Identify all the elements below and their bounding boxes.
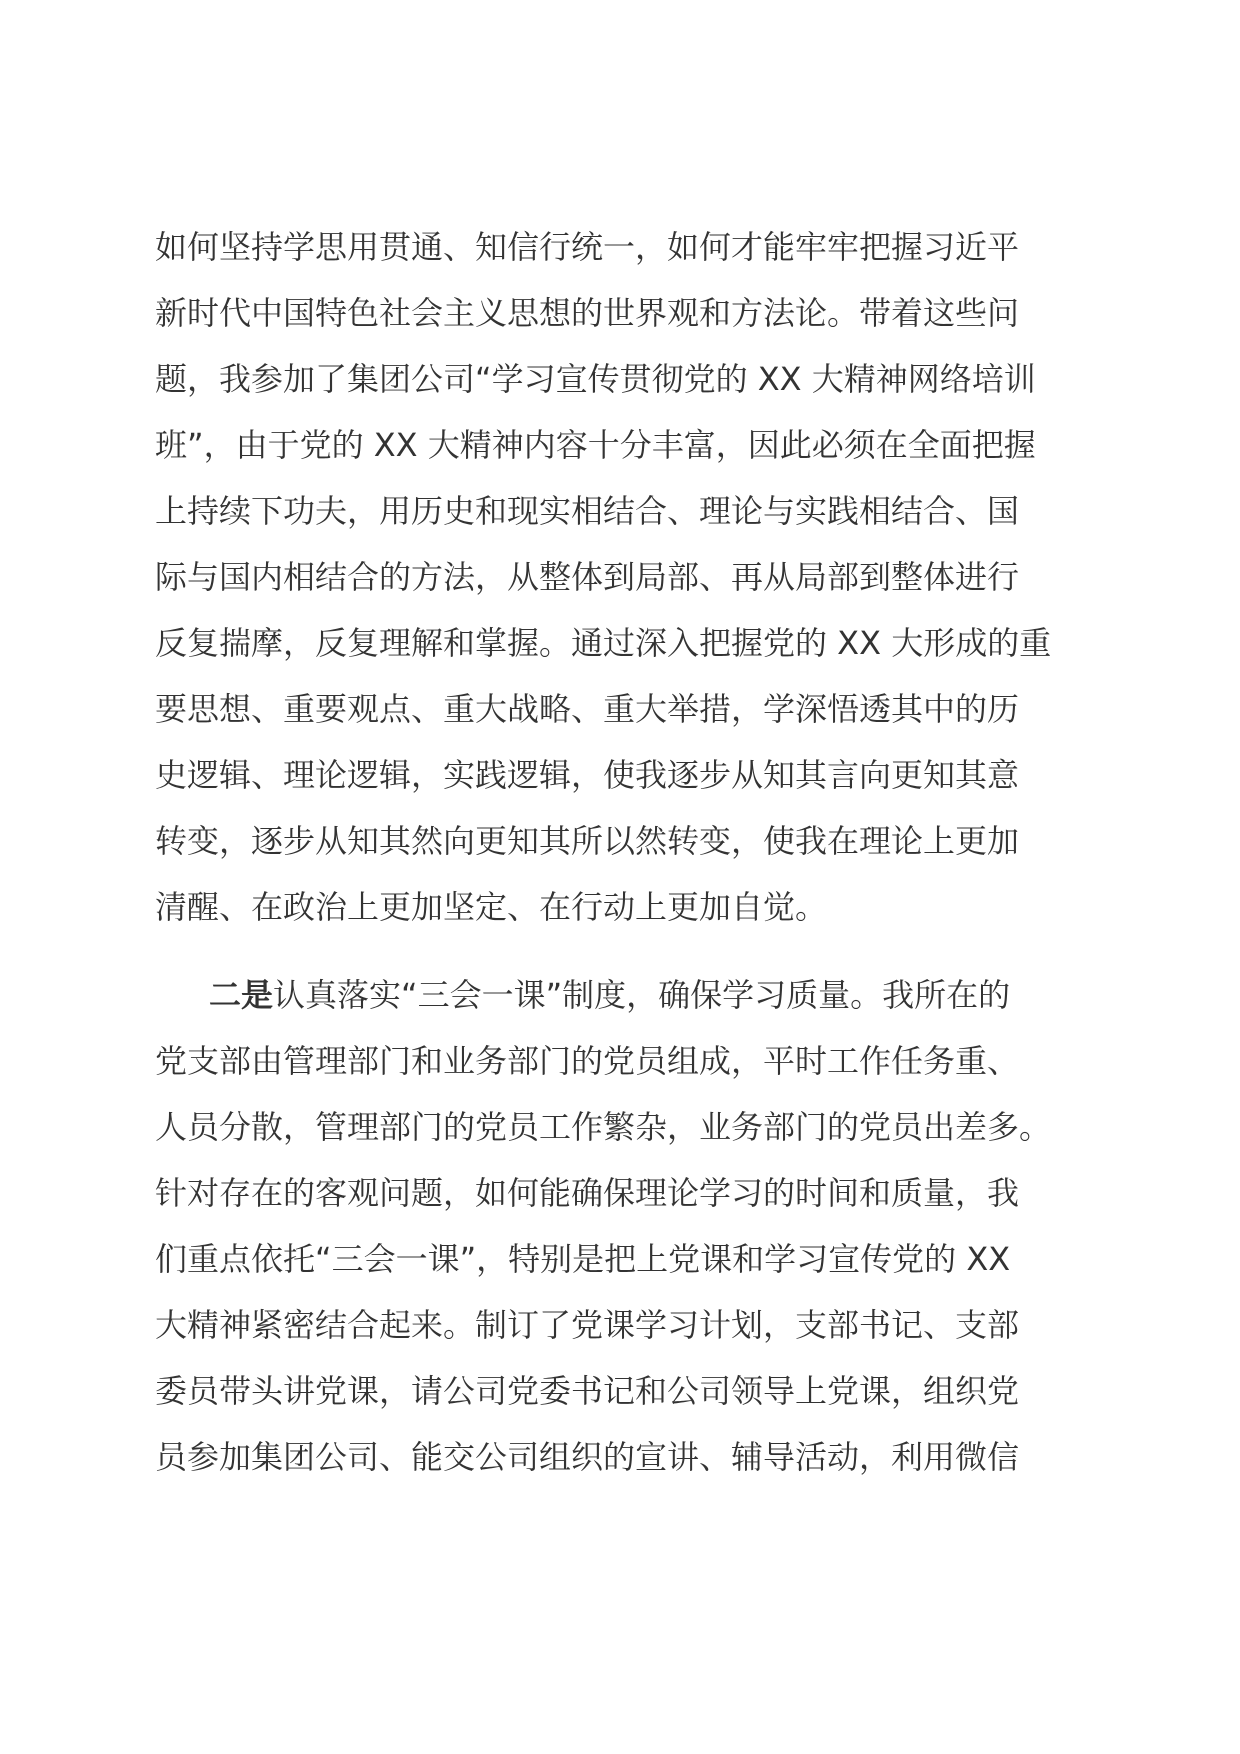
paragraph-line: 要思想、重要观点、重大战略、重大举措，学深悟透其中的历 [155, 690, 1020, 728]
paragraph-line: 反复揣摩，反复理解和掌握。通过深入把握党的 XX 大形成的重 [155, 624, 1052, 662]
paragraph-line: 大精神紧密结合起来。制订了党课学习计划，支部书记、支部 [155, 1306, 1020, 1344]
paragraph-line: 际与国内相结合的方法，从整体到局部、再从局部到整体进行 [155, 558, 1020, 596]
paragraph-line: 们重点依托“三会一课”，特别是把上党课和学习宣传党的 XX [155, 1240, 1011, 1278]
paragraph-line: 清醒、在政治上更加坚定、在行动上更加自觉。 [155, 888, 828, 926]
paragraph-lead-label: 二是 [209, 976, 274, 1014]
paragraph-first-line-text: 认真落实“三会一课”制度，确保学习质量。我所在的 [273, 976, 1011, 1014]
paragraph-line: 员参加集团公司、能交公司组织的宣讲、辅导活动，利用微信 [155, 1438, 1020, 1476]
paragraph-line: 新时代中国特色社会主义思想的世界观和方法论。带着这些问 [155, 294, 1020, 332]
paragraph-line: 题，我参加了集团公司“学习宣传贯彻党的 XX 大精神网络培训 [155, 360, 1036, 398]
paragraph-line: 转变，逐步从知其然向更知其所以然转变，使我在理论上更加 [155, 822, 1020, 860]
paragraph-2 [155, 962, 1090, 1490]
paragraph-line: 针对存在的客观问题，如何能确保理论学习的时间和质量，我 [155, 1174, 1020, 1212]
paragraph-line: 党支部由管理部门和业务部门的党员组成，平时工作任务重、 [155, 1042, 1020, 1080]
paragraph-line: 人员分散，管理部门的党员工作繁杂，业务部门的党员出差多。 [155, 1108, 1052, 1146]
paragraph-1 [155, 214, 1090, 940]
paragraph-first-line [155, 962, 1090, 1028]
paragraph-line: 上持续下功夫，用历史和现实相结合、理论与实践相结合、国 [155, 492, 1020, 530]
paragraph-line: 如何坚持学思用贯通、知信行统一，如何才能牢牢把握习近平 [155, 228, 1020, 266]
paragraph-line: 班”，由于党的 XX 大精神内容十分丰富，因此必须在全面把握 [155, 426, 1036, 464]
paragraph-line: 委员带头讲党课，请公司党委书记和公司领导上党课，组织党 [155, 1372, 1020, 1410]
paragraph-line: 史逻辑、理论逻辑，实践逻辑，使我逐步从知其言向更知其意 [155, 756, 1020, 794]
